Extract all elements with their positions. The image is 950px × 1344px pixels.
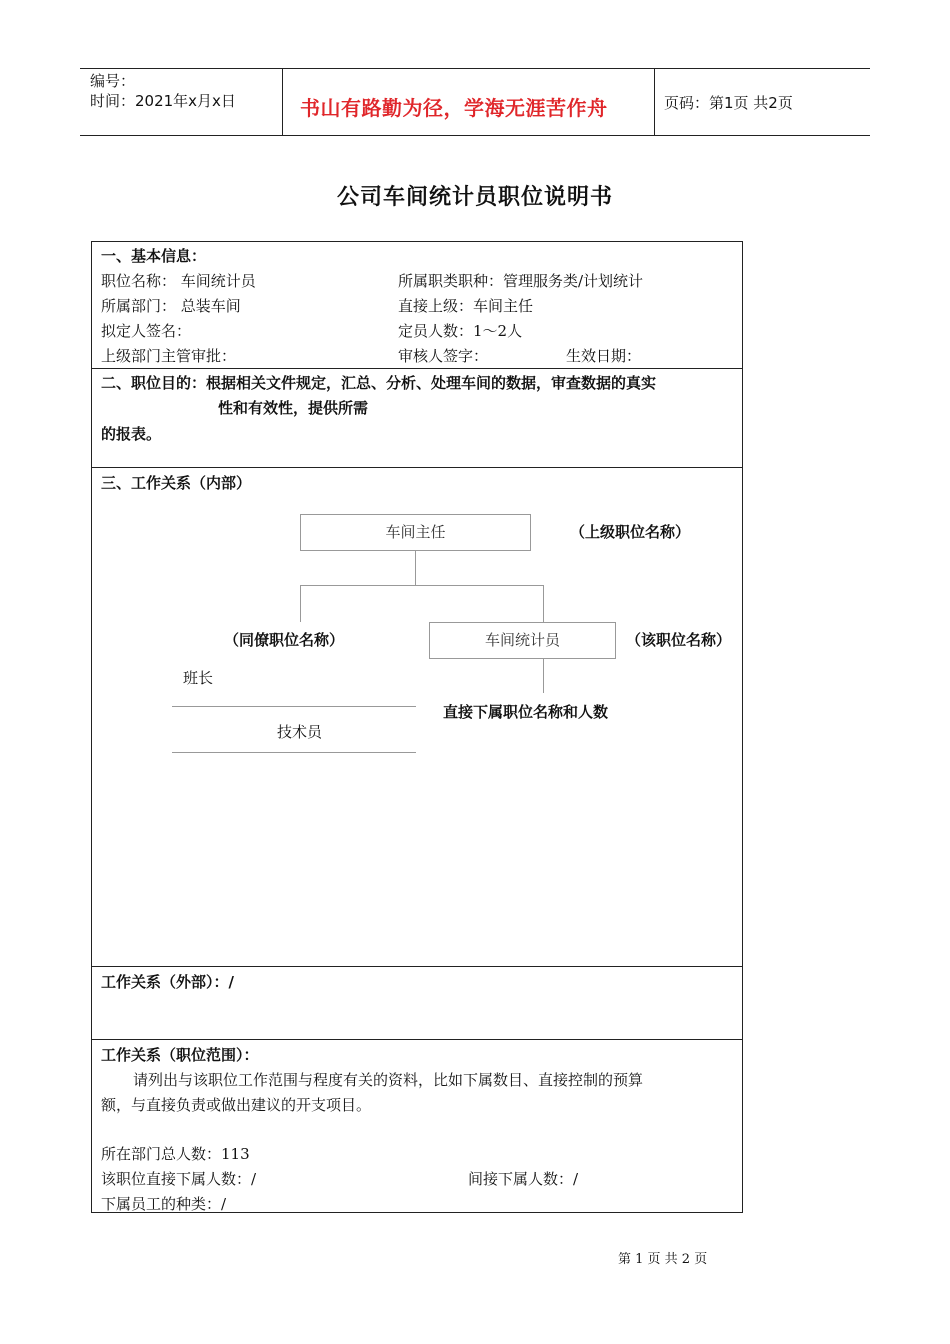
- divider-section2: [91, 368, 743, 369]
- headcount: 定员人数：1～2人: [398, 322, 523, 340]
- header-number-label: 编号：: [90, 72, 136, 90]
- peer-label: （同僚职位名称）: [224, 631, 345, 649]
- connector-left-down: [300, 585, 301, 622]
- header-bottom-rule: [80, 135, 870, 136]
- scope-paragraph-line1: 请列出与该职位工作范围与程度有关的资料，比如下属数目、直接控制的预算: [133, 1071, 644, 1089]
- header-page-info: 页码：第1页 共2页: [664, 94, 793, 112]
- connector-self-down: [543, 659, 544, 693]
- direct-subordinates: 该职位直接下属人数：/: [101, 1170, 257, 1188]
- section2-line3: 的报表。: [101, 425, 162, 443]
- direct-superior: 直接上级：车间主任: [398, 297, 534, 315]
- superior-label: （上级职位名称）: [570, 523, 691, 541]
- superior-box: [300, 514, 531, 551]
- section1-heading: 一、基本信息：: [101, 247, 207, 265]
- superior-box-label: 车间主任: [385, 523, 446, 541]
- header-divider-left: [282, 68, 283, 136]
- self-box: [429, 622, 616, 659]
- header-divider-right: [654, 68, 655, 136]
- peer-item-squad-leader: 班长: [183, 669, 214, 687]
- drafter-signature: 拟定人签名：: [101, 322, 192, 340]
- self-label: （该职位名称）: [626, 631, 732, 649]
- section2-line2: 性和有效性，提供所需: [218, 399, 369, 417]
- peer-item-technician: 技术员: [277, 723, 323, 741]
- peer-divider-1: [172, 706, 416, 707]
- dept-total-headcount: 所在部门总人数：113: [101, 1145, 250, 1163]
- connector-horizontal: [300, 585, 544, 586]
- job-category: 所属职类职种：管理服务类/计划统计: [398, 272, 644, 290]
- divider-external: [91, 966, 743, 967]
- connector-superior-down: [415, 551, 416, 585]
- connector-right-down: [543, 585, 544, 622]
- scope-heading: 工作关系（职位范围）：: [101, 1046, 259, 1064]
- divider-scope: [91, 1039, 743, 1040]
- document-title: 公司车间统计员职位说明书: [336, 185, 613, 210]
- scope-paragraph-line2: 额，与直接负责或做出建议的开支项目。: [101, 1096, 372, 1114]
- indirect-subordinates: 间接下属人数：/: [468, 1170, 579, 1188]
- footer-page-number: 第 1 页 共 2 页: [618, 1252, 708, 1267]
- section3-heading: 三、工作关系（内部）: [101, 474, 252, 492]
- header-time-label: 时间：2021年x月x日: [90, 92, 236, 110]
- department: 所属部门： 总装车间: [101, 297, 241, 315]
- position-name: 职位名称： 车间统计员: [101, 272, 256, 290]
- self-box-label: 车间统计员: [484, 631, 560, 649]
- staff-types: 下属员工的种类：/: [101, 1195, 227, 1213]
- effective-date: 生效日期：: [566, 347, 642, 365]
- peer-divider-2: [172, 752, 416, 753]
- section2-line1: 二、职位目的：根据相关文件规定，汇总、分析、处理车间的数据，审查数据的真实: [101, 374, 657, 392]
- external-heading: 工作关系（外部）：/: [101, 973, 234, 991]
- header-motto: 书山有路勤为径，学海无涯苦作舟: [300, 96, 608, 120]
- divider-section3: [91, 467, 743, 468]
- subordinate-label: 直接下属职位名称和人数: [443, 703, 609, 721]
- dept-supervisor-approval: 上级部门主管审批：: [101, 347, 237, 365]
- header-top-rule: [80, 68, 870, 69]
- reviewer-signature: 审核人签字：: [398, 347, 489, 365]
